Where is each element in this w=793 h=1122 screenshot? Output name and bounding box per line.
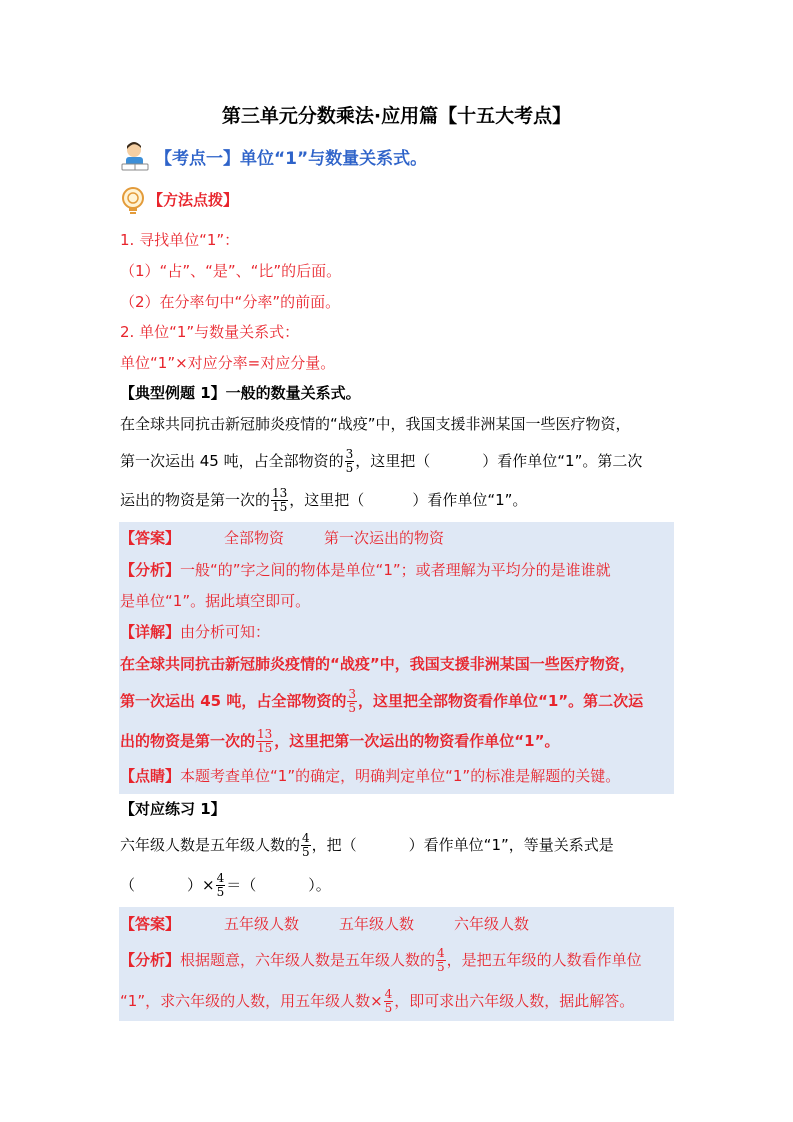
- method-line-5: 单位“1”×对应分率=对应分量。: [120, 354, 336, 372]
- fraction: $\frac{4}{5}$: [302, 831, 310, 859]
- answer-2-line: 【答案】 五年级人数 五年级人数 六年级人数: [120, 915, 530, 933]
- fraction: $\frac{3}{5}$: [348, 687, 356, 715]
- method-line-2: （1）“占”、“是”、“比”的后面。: [120, 262, 342, 280]
- analysis-1-line-1: 【分析】一般“的”字之间的物体是单位“1”；或者理解为平均分的是谁谁就: [120, 561, 611, 579]
- boy-reading-icon: [120, 140, 152, 174]
- practice-para-2: （ ）× $\frac{4}{5}$ ＝（ ）。: [120, 871, 331, 899]
- page-title: 第三单元分数乘法·应用篇【十五大考点】: [221, 105, 572, 127]
- answer-1-line: 【答案】 全部物资 第一次运出的物资: [120, 529, 445, 547]
- comment-1-line: 【点睛】本题考查单位“1”的确定，明确判定单位“1”的标准是解题的关键。: [120, 767, 621, 785]
- analysis-2-line-1: 【分析】根据题意，六年级人数是五年级人数的 $\frac{4}{5}$ ，是把五年级的人数看作单位: [120, 946, 642, 974]
- fraction: $\frac{4}{5}$: [216, 871, 225, 899]
- fraction: $\frac{4}{5}$: [437, 946, 445, 974]
- example-para-3: 运出的物资是第一次的 $\frac{13}{15}$ ，这里把（ ）看作单位“1”。: [120, 486, 528, 514]
- fraction: $\frac{13}{15}$: [257, 727, 273, 755]
- fraction: $\frac{3}{5}$: [345, 447, 354, 475]
- detail-1-line-0: 【详解】由分析可知：: [120, 623, 271, 641]
- method-line-3: （2）在分率句中“分率”的前面。: [120, 293, 341, 311]
- analysis-1-line-2: 是单位“1”。据此填空即可。: [120, 592, 311, 610]
- analysis-2-line-2: “1”，求六年级的人数，用五年级人数× $\frac{4}{5}$ ，即可求出六年级人数，据此解答。: [120, 987, 635, 1015]
- practice-para-1: 六年级人数是五年级人数的 $\frac{4}{5}$ ，把（ ）看作单位“1”，等量关系式是: [120, 831, 614, 859]
- lightbulb-icon: [120, 186, 146, 216]
- practice-heading: 【对应练习 1】: [120, 800, 226, 818]
- example-text: 第一次运出 45 吨，占全部物资的: [120, 452, 344, 470]
- example-para-1: 在全球共同抗击新冠肺炎疫情的“战疫”中，我国支援非洲某国一些医疗物资，: [120, 415, 631, 433]
- fraction: $\frac{13}{15}$: [272, 486, 288, 514]
- method-heading: 【方法点拨】: [148, 191, 239, 209]
- detail-1-line-2: 第一次运出 45 吨，占全部物资的 $\frac{3}{5}$ ，这里把全部物资看作单位“1”。第二次运: [120, 687, 644, 715]
- method-line-1: 1. 寻找单位“1”：: [120, 231, 240, 249]
- kaodian-heading: 【考点一】单位“1”与数量关系式。: [155, 149, 428, 169]
- detail-1-line-3: 出的物资是第一次的 $\frac{13}{15}$ ，这里把第一次运出的物资看作单位“1”。: [120, 727, 560, 755]
- example-para-2: 第一次运出 45 吨，占全部物资的 $\frac{3}{5}$ ，这里把（ ）看作单位“1”。第二次: [120, 447, 643, 475]
- detail-1-line-1: 在全球共同抗击新冠肺炎疫情的“战疫”中，我国支援非洲某国一些医疗物资，: [120, 655, 635, 673]
- fraction: $\frac{4}{5}$: [384, 987, 393, 1015]
- example-heading: 【典型例题 1】一般的数量关系式。: [120, 384, 361, 402]
- method-line-4: 2. 单位“1”与数量关系式：: [120, 323, 300, 341]
